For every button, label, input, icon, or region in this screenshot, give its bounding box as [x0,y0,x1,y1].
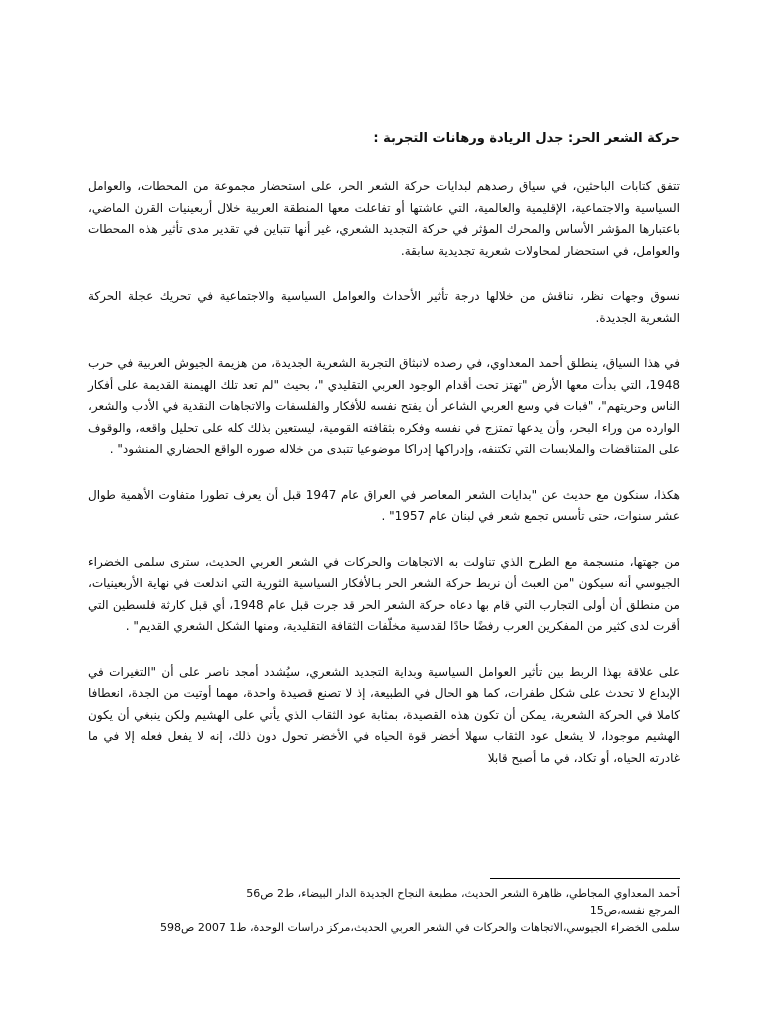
paragraph-1: تتفق كتابات الباحثين، في سياق رصدهم لبدايات حركة الشعر الحر، على استحضار مجموعة من المحطات، والعوامل السياسية والاجتماعية، الإقليمية والعالمية، التي عاشتها أو تفاعلت معها المنطقة العربية خلال أربعينيات القرن الماضي، باعتبارها المؤشر الأساس والمحرك المؤثر في حركة التجديد الشعري، غير أنها تتباين في تقدير مدى تأثير هذه المحطات والعوامل، في استحضار لمحاولات شعرية تجديدية سابقة. [88,179,680,258]
paragraph-3: في هذا السياق، ينطلق أحمد المعداوي، في رصده لانبثاق التجربة الشعرية الجديدة، من هزيمة الجيوش العربية في حرب 1948، التي بدأت معها الأرض "تهتز تحت أقدام الوجود العربي التقليدي "، بحيث "لم تعد تلك الهيمنة القديمة على أفكار الناس وحريتهم"، "فبات في وسع العربي الشاعر أن يفتح نفسه للأفكار والفلسفات والاتجاهات النقدية في الأدب والشعر، الوارده من وراء البحر، وأن يدعها تمتزج في نفسه وفكره بثقافته القومية، ليستعين بذلك كله على تحليل واقعه، والوقوف على المتناقضات والملابسات التي تكتنفه، وإدراكها إدراكا موضوعيا تتبدى من خلاله صوره الواقع الحضاري المنشود" . [88,356,680,456]
paragraph-6: على علاقة بهذا الربط بين تأثير العوامل السياسية وبداية التجديد الشعري، سيُشدد أمجد ناصر على أن "التغيرات في الإبداع لا تحدث على شكل طفرات، كما هو الحال في الطبيعة، إذ لا تصنع قصيدة واحدة، مهما أوتيت من الجدة، انعطافا كاملا في الحركة الشعرية، يمكن أن تكون هذه القصيدة، بمثابة عود الثقاب الذي يأتي على الهشيم ولكن ينبغي أن يكون الهشيم موجودا، لا يشعل عود الثقاب سهلا أخضر قوة الحياه في الأخضر تحول دون ذلك، إنه لا يفعل فعله إلا في ما غادرته الحياه، أو تكاد، في ما أصبح قابلا [88,664,680,765]
paragraph-5: من جهتها، منسجمة مع الطرح الذي تناولت به الاتجاهات والحركات في الشعر العربي الحديث، سترى سلمى الخضراء الجيوسي أنه سيكون "من العبث أن نربط حركة الشعر الحر بـالأفكار السياسية الثورية التي اندلعت في نهاية الأربعينيات، من منطلق أن أولى التجارب التي قام بها دعاه حركة الشعر الحر قد جرت قبل عام 1948، أي قبل كارثة فلسطين التي أقرت لدى كثير من المفكرين العرب رفضًا حادًا لقدسية مخلّفات الثقافة التقليدية، ومنها الشكل الشعري القديم" . [88,554,680,633]
footnotes [88,878,680,936]
article-title: حركة الشعر الحر: جدل الريادة ورهانات التجربة : [373,131,680,146]
paragraph-4: هكذا، سنكون مع حديث عن "بدايات الشعر المعاصر في العراق عام 1947 قبل أن يعرف تطورا متفاوت الأهمية طوال عشر سنوات، حتى تأسس تجمع شعر في لبنان عام 1957" . [88,487,680,523]
footnote-separator [490,878,680,879]
footnote-2: المرجع نفسه،ص15 [589,904,680,917]
paragraph-2: نسوق وجهات نظر، نناقش من خلالها درجة تأثير الأحداث والعوامل السياسية والاجتماعية في تحريك عجلة الحركة الشعرية الجديدة. [88,289,680,325]
footnote-3: سلمى الخضراء الجيوسي،الاتجاهات والحركات في الشعر العربي الحديث،مركز دراسات الوحدة، ط1 2007 ص598 [160,921,680,934]
footnote-1: أحمد المعداوي المجاطي، ظاهرة الشعر الحديث، مطبعة النجاح الجديدة الدار البيضاء، ط2 ص56 [246,887,680,900]
